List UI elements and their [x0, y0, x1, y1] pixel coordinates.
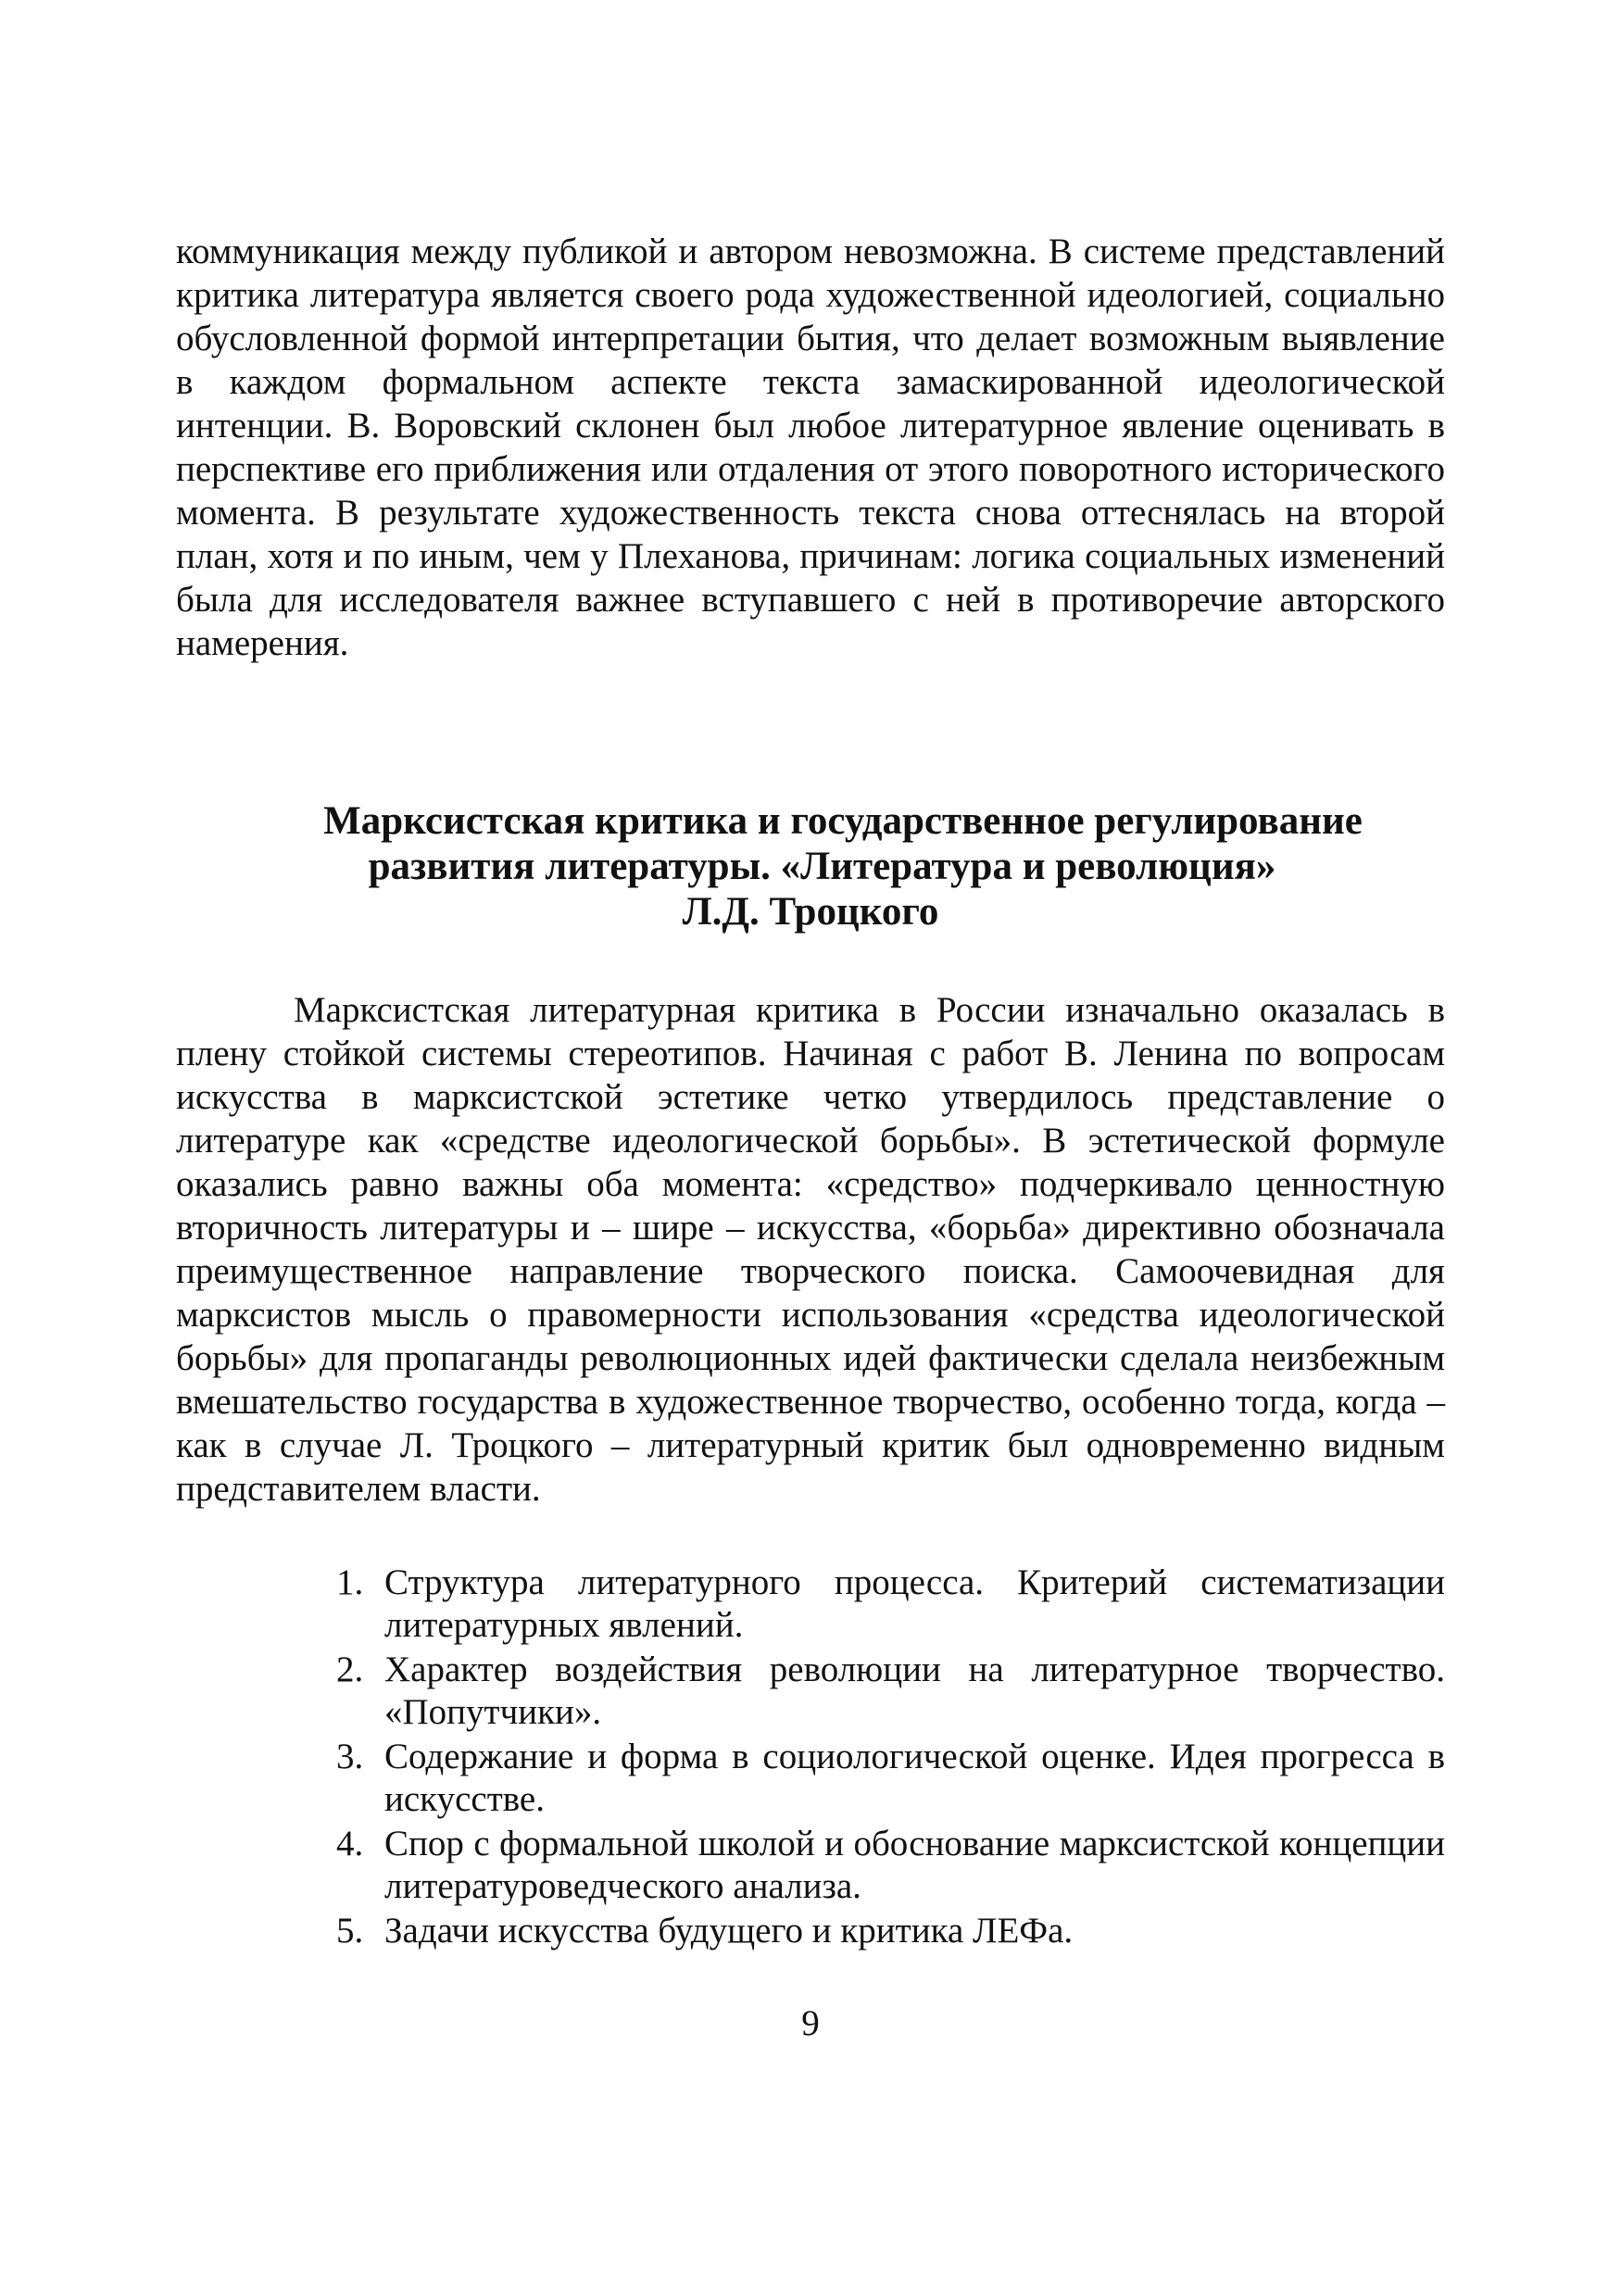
section-heading-line: Марксистская критика и государственное регулирование — [323, 799, 1363, 843]
topic-item — [336, 1562, 1445, 1647]
section-heading-line: развития литературы. «Литература и революция» — [368, 845, 1276, 888]
topic-number: 5. — [336, 1911, 364, 1951]
page-number: 9 — [801, 2003, 820, 2043]
topic-text: Характер воздействия революции на литературное творчество. «Попутчики». — [384, 1650, 1445, 1732]
topic-item — [336, 1910, 1445, 1952]
paragraph-intro: Марксистская литературная критика в России изначально оказалась в плену стойкой системы стереотипов. Начиная с работ В. Ленина по вопросам искусства в марксистской эстетике четко утвердилось представление о литературе как «средстве идеологической борьбы». В эстетической формуле оказались равно важны оба момента: «средство» подчеркивало ценностную вторичность литературы и – шире – искусства, «борьба» директивно обозначала преимущественное направление творческого поиска. Самоочевидная для марксистов мысль о правомерности использования «средства идеологической борьбы» для пропаганды революционных идей фактически сделала неизбежным вмешательство государства в художественное творчество, особенно тогда, когда – как в случае Л. Троцкого – литературный критик был одновременно видным представителем власти. — [176, 990, 1445, 1509]
topic-list — [336, 1562, 1445, 1954]
topic-number: 2. — [336, 1650, 364, 1689]
topic-number: 1. — [336, 1562, 364, 1602]
topic-text: Структура литературного процесса. Критерий систематизации литературных явлений. — [384, 1562, 1445, 1645]
section-heading — [176, 798, 1445, 935]
topic-item — [336, 1736, 1445, 1821]
topic-text: Содержание и форма в социологической оценке. Идея прогресса в искусстве. — [384, 1737, 1445, 1819]
topic-number: 4. — [336, 1824, 364, 1863]
topic-item — [336, 1823, 1445, 1908]
topic-item — [336, 1649, 1445, 1734]
paragraph-continuation: коммуникация между публикой и автором невозможна. В системе представлений критика литература является своего рода художественной идеологией, социально обусловленной формой интерпретации бытия, что делает возможным выявление в каждом формальном аспекте текста замаскированной идеологической интенции. В. Воровский склонен был любое литературное явление оценивать в перспективе его приближения или отдаления от этого поворотного исторического момента. В результате художественность текста снова оттеснялась на второй план, хотя и по иным, чем у Плеханова, причинам: логика социальных изменений была для исследователя важнее вступавшего с ней в противоречие авторского намерения. — [176, 232, 1445, 663]
section-heading-line: Л.Д. Троцкого — [682, 890, 939, 934]
topic-text: Задачи искусства будущего и критика ЛЕФа. — [384, 1911, 1074, 1951]
topic-number: 3. — [336, 1737, 364, 1776]
topic-text: Спор с формальной школой и обоснование марксистской концепции литературоведческого анализа. — [384, 1824, 1445, 1906]
